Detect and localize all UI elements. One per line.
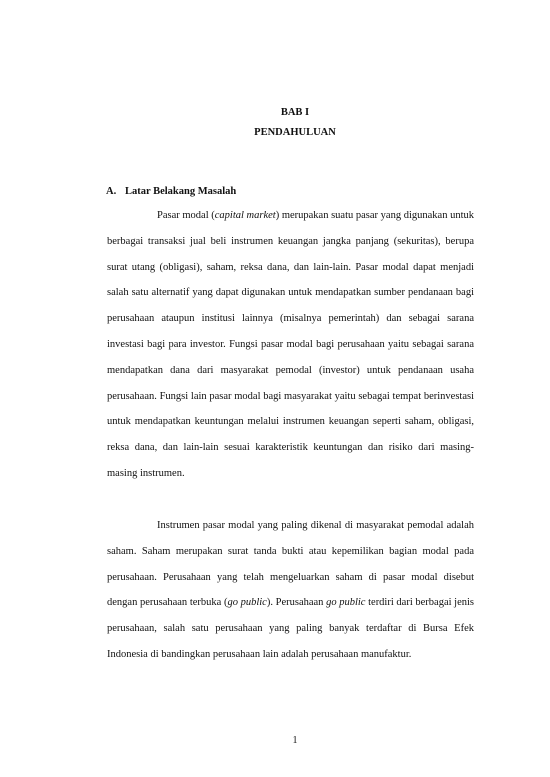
italic-term: go public bbox=[326, 597, 366, 609]
section-letter: A. bbox=[106, 186, 117, 197]
section-heading bbox=[106, 186, 236, 198]
paragraph-capital-market bbox=[107, 203, 474, 487]
chapter-number: BAB I bbox=[280, 107, 310, 118]
paragraph-text: ) merupakan suatu pasar yang digunakan untuk berbagai transaksi jual beli instrumen keuangan jangka panjang (sekuritas), berupa surat utang (obligasi), saham, reksa dana, dan lain-lain. Pasar modal dapat menjadi salah satu alternatif yang dapat digunakan untuk mendapatkan sumber pendanaan bagi perusahaan ataupun institusi lainnya (misalnya pemerintah) dan sebagai sarana investasi bagi para investor. Fungsi pasar modal bagi perusahaan yaitu sebagai sarana mendapatkan dana dari masyarakat pemodal (investor) untuk pendanaan usaha perusahaan. Fungsi lain pasar modal bagi masyarakat yaitu sebagai tempat berinvestasi untuk mendapatkan keuntungan melalui instrumen keuangan seperti saham, obligasi, reksa dana, dan lain-lain sesuai karakteristik keuntungan dan risiko dari masing-masing instrumen. bbox=[107, 210, 474, 479]
paragraph-stock-instrument bbox=[107, 513, 474, 668]
paragraph-text: ). Perusahaan bbox=[266, 597, 327, 609]
chapter-title: PENDAHULUAN bbox=[254, 127, 336, 138]
page-number: 1 bbox=[292, 735, 298, 746]
paragraph-text: Pasar modal ( bbox=[157, 210, 215, 221]
paragraph-text: terdiri dari berbagai jenis perusahaan, salah satu perusahaan yang paling banyak terdaftar di Bursa Efek Indonesia di bandingkan perusahaan lain adalah perusahaan manufaktur. bbox=[107, 597, 474, 660]
section-title: Latar Belakang Masalah bbox=[125, 186, 237, 197]
paragraph-text: Instrumen pasar modal yang paling dikenal di masyarakat pemodal adalah saham. Saham merupakan surat tanda bukti atau kepemilikan bagian modal pada perusahaan. Perusahaan yang telah mengeluarkan saham di pasar modal disebut dengan perusahaan terbuka ( bbox=[107, 520, 474, 609]
italic-term: capital market bbox=[214, 210, 276, 221]
italic-term: go public bbox=[227, 597, 267, 609]
